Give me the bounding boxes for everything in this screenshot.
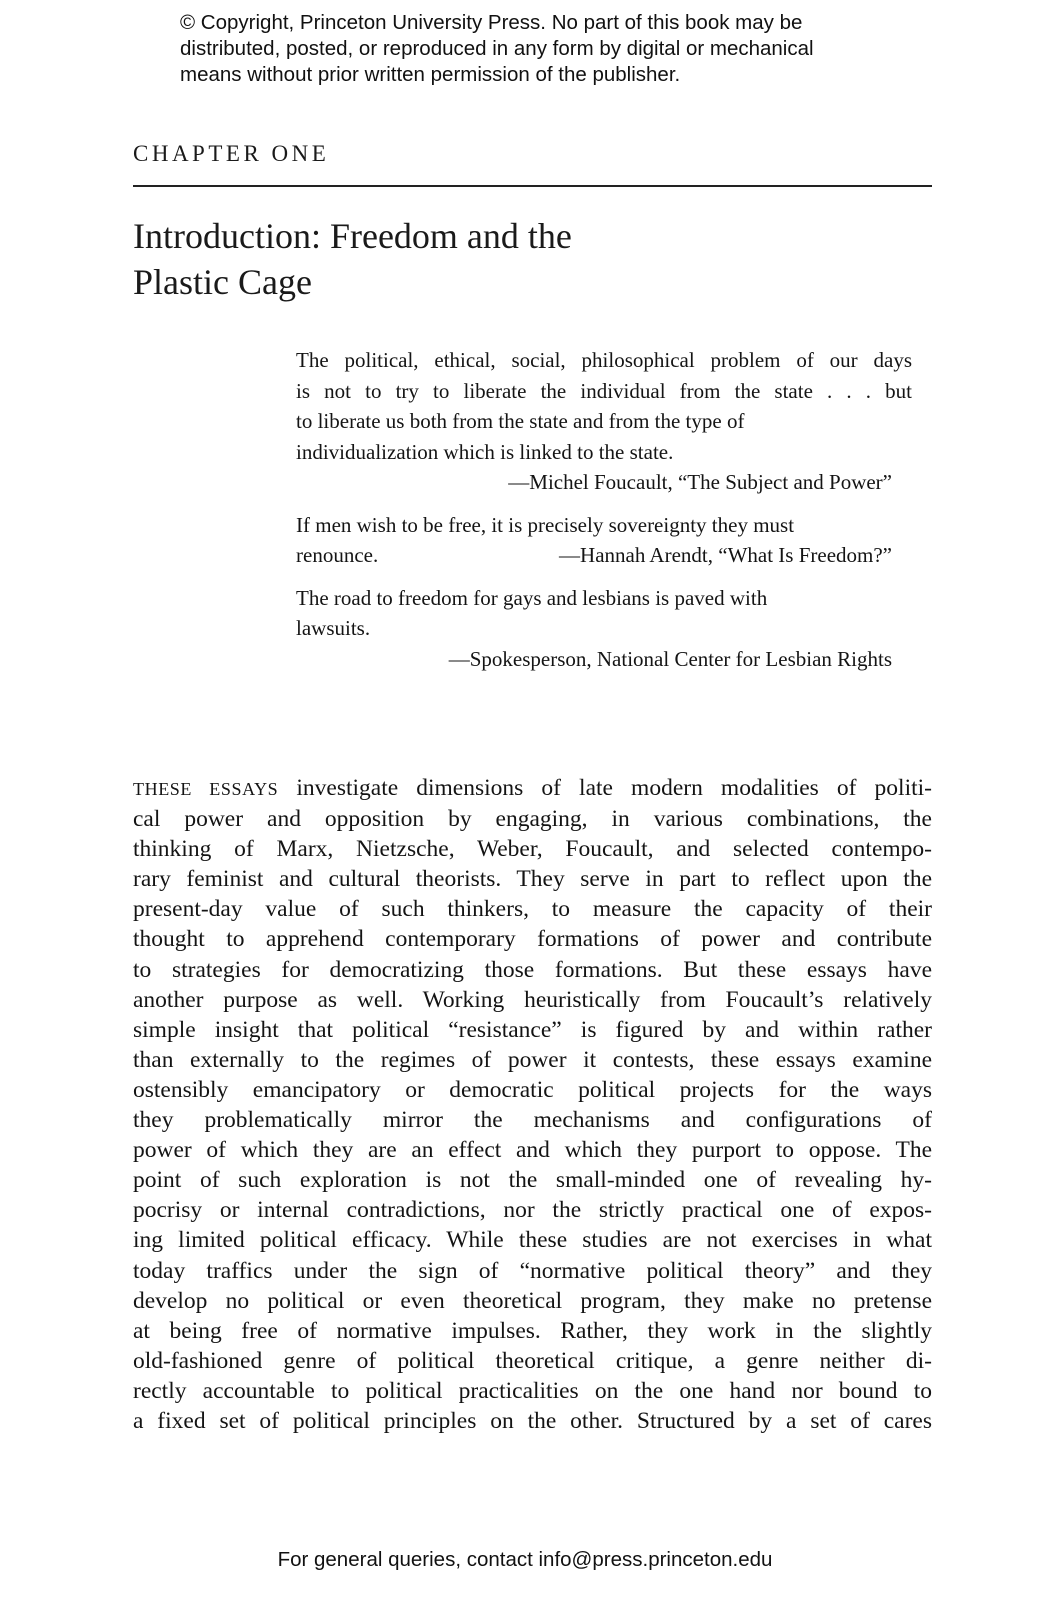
- epigraph-line: individualization which is linked to the state.: [296, 439, 674, 464]
- chapter-rule: [133, 185, 932, 187]
- body-line: than externally to the regimes of power it contests, these essays examine: [133, 1046, 932, 1073]
- body-line: present-day value of such thinkers, to measure the capacity of their: [133, 896, 932, 923]
- body-line: old-fashioned genre of political theoretical critique, a genre neither di-: [133, 1347, 932, 1374]
- body-line-text: investigate dimensions of late modern modalities of politi-: [278, 775, 932, 801]
- epigraph-line: The political, ethical, social, philosophical problem of our days: [296, 348, 912, 372]
- chapter-title: [133, 213, 893, 305]
- epigraph-line: is not to try to liberate the individual from the state . . . but: [296, 378, 912, 403]
- epigraph-line: to liberate us both from the state and from the type of: [296, 409, 745, 433]
- body-line: a fixed set of political principles on the other. Structured by a set of cares: [133, 1407, 932, 1434]
- body-line: pocrisy or internal contradictions, nor the strictly practical one of expos-: [133, 1197, 932, 1224]
- lead-in-small-caps: THESE ESSAYS: [133, 779, 279, 799]
- epigraphs: [296, 345, 912, 686]
- epigraph-line: The road to freedom for gays and lesbians is paved with: [296, 585, 768, 610]
- footer-contact: For general queries, contact info@press.princeton.edu: [277, 1548, 773, 1571]
- body-line: another purpose as well. Working heuristically from Foucault’s relatively: [133, 986, 932, 1013]
- copyright-line: means without prior written permission of the publisher.: [180, 63, 681, 86]
- chapter-title-line: Introduction: Freedom and the: [133, 216, 572, 256]
- body-line: ostensibly emancipatory or democratic political projects for the ways: [133, 1076, 932, 1103]
- body-line: at being free of normative impulses. Rather, they work in the slightly: [133, 1317, 932, 1344]
- body-line: today traffics under the sign of “normative political theory” and they: [133, 1257, 932, 1284]
- epigraph-attribution: —Spokesperson, National Center for Lesbian Rights: [448, 646, 892, 671]
- body-paragraph: [133, 773, 932, 1436]
- copyright-line: © Copyright, Princeton University Press. No part of this book may be: [180, 11, 803, 34]
- epigraph-nclr: [296, 583, 912, 675]
- epigraph-line: If men wish to be free, it is precisely sovereignty they must: [296, 512, 795, 537]
- body-line: ing limited political efficacy. While these studies are not exercises in what: [133, 1227, 932, 1254]
- chapter-label: CHAPTER ONE: [133, 141, 330, 166]
- epigraph-attribution: —Michel Foucault, “The Subject and Power”: [508, 470, 892, 494]
- body-line: develop no political or even theoretical program, they make no pretense: [133, 1287, 932, 1314]
- copyright-line: distributed, posted, or reproduced in any form by digital or mechanical: [180, 37, 814, 60]
- body-line: to strategies for democratizing those formations. But these essays have: [133, 956, 932, 983]
- copyright-notice: [180, 10, 900, 88]
- body-line: [133, 773, 932, 804]
- body-line: rary feminist and cultural theorists. They serve in part to reflect upon the: [133, 866, 932, 893]
- epigraph-attribution: —Hannah Arendt, “What Is Freedom?”: [559, 543, 892, 567]
- epigraph-foucault: [296, 345, 912, 498]
- body-line: thought to apprehend contemporary formations of power and contribute: [133, 926, 932, 953]
- body-line: cal power and opposition by engaging, in various combinations, the: [133, 806, 932, 833]
- body-line: power of which they are an effect and which they purport to oppose. The: [133, 1137, 932, 1164]
- body-line: they problematically mirror the mechanisms and configurations of: [133, 1107, 932, 1134]
- body-line: rectly accountable to political practicalities on the one hand nor bound to: [133, 1377, 932, 1404]
- epigraph-arendt: [296, 510, 912, 571]
- body-line: point of such exploration is not the small-minded one of revealing hy-: [133, 1167, 932, 1194]
- epigraph-line: lawsuits.: [296, 616, 371, 640]
- body-line: thinking of Marx, Nietzsche, Weber, Foucault, and selected contempo-: [133, 836, 932, 863]
- epigraph-line: renounce.: [296, 543, 379, 567]
- chapter-title-line: Plastic Cage: [133, 262, 312, 302]
- epigraph-row: [296, 540, 912, 571]
- body-line: simple insight that political “resistance” is figured by and within rather: [133, 1016, 932, 1043]
